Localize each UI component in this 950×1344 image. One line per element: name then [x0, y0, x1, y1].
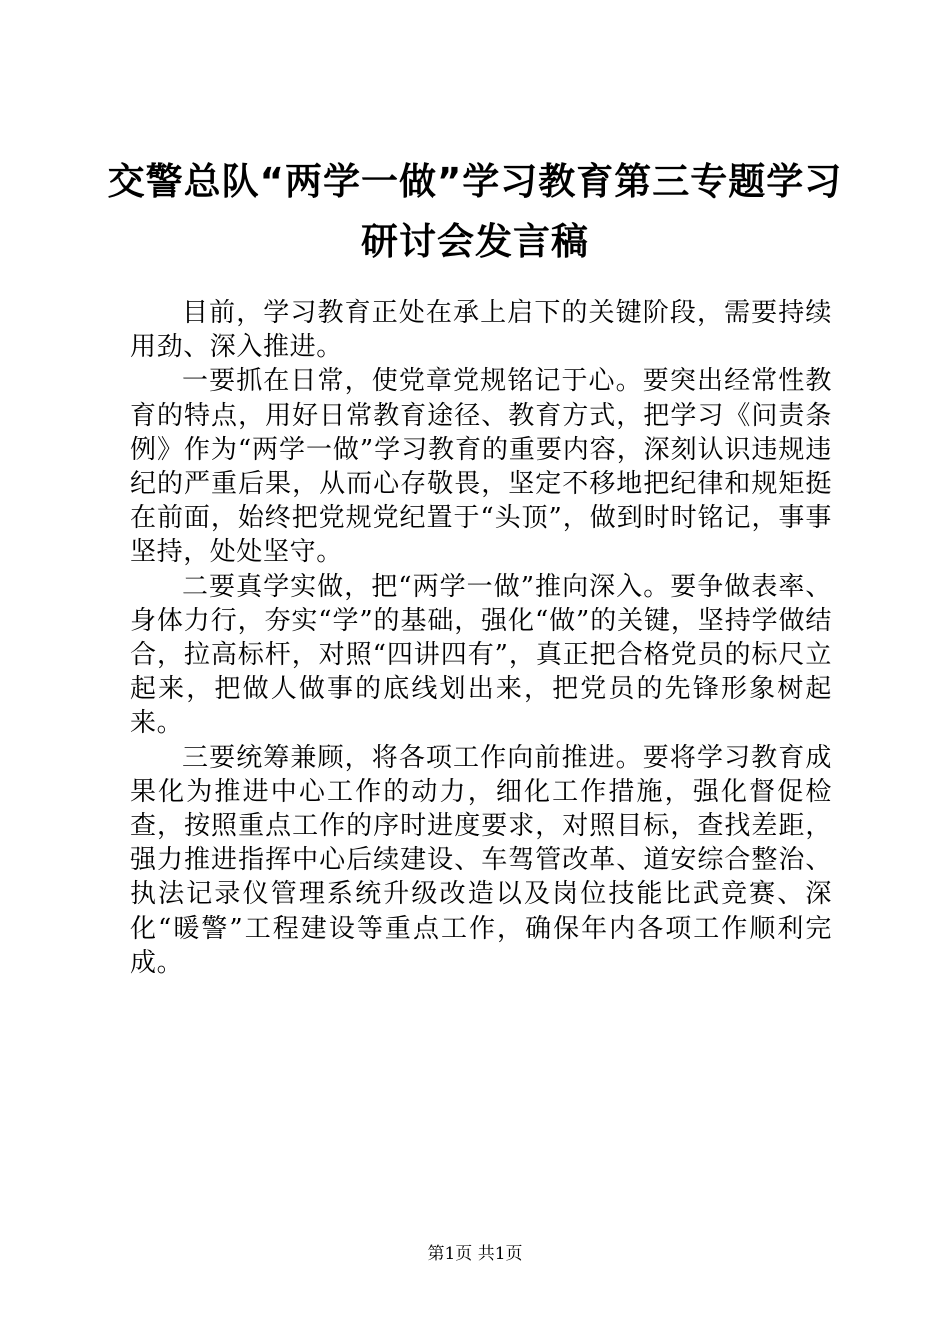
- document-body: [130, 296, 832, 980]
- paragraph-intro: 目前，学习教育正处在承上启下的关键阶段，需要持续用劲、深入推进。: [130, 298, 832, 363]
- page-indicator: 第1页 共1页: [427, 1244, 523, 1264]
- paragraph-point-1: 一要抓在日常，使党章党规铭记于心。要突出经常性教育的特点，用好日常教育途径、教育方式，把学习《问责条例》作为“两学一做”学习教育的重要内容，深刻认识违规违纪的严重后果，从而心存敬畏，坚定不移地把纪律和规矩挺在前面，始终把党规党纪置于“头顶”，做到时时铭记，事事坚持，处处坚守。: [130, 366, 832, 568]
- document-title-line-2: 研讨会发言稿: [361, 220, 589, 263]
- paragraph-point-3: 三要统筹兼顾，将各项工作向前推进。要将学习教育成果化为推进中心工作的动力，细化工作措施，强化督促检查，按照重点工作的序时进度要求，对照目标，查找差距，强力推进指挥中心后续建设、车驾管改革、道安综合整治、执法记录仪管理系统升级改造以及岗位技能比武竞赛、深化“暖警”工程建设等重点工作，确保年内各项工作顺利完成。: [130, 742, 832, 978]
- paragraph-point-2: 二要真学实做，把“两学一做”推向深入。要争做表率、身体力行，夯实“学”的基础，强化“做”的关键，坚持学做结合，拉高标杆，对照“四讲四有”，真正把合格党员的标尺立起来，把做人做事的底线划出来，把党员的先锋形象树起来。: [130, 571, 832, 739]
- document-title-line-1: 交警总队“两学一做”学习教育第三专题学习: [107, 160, 843, 203]
- page-footer: [0, 1243, 950, 1265]
